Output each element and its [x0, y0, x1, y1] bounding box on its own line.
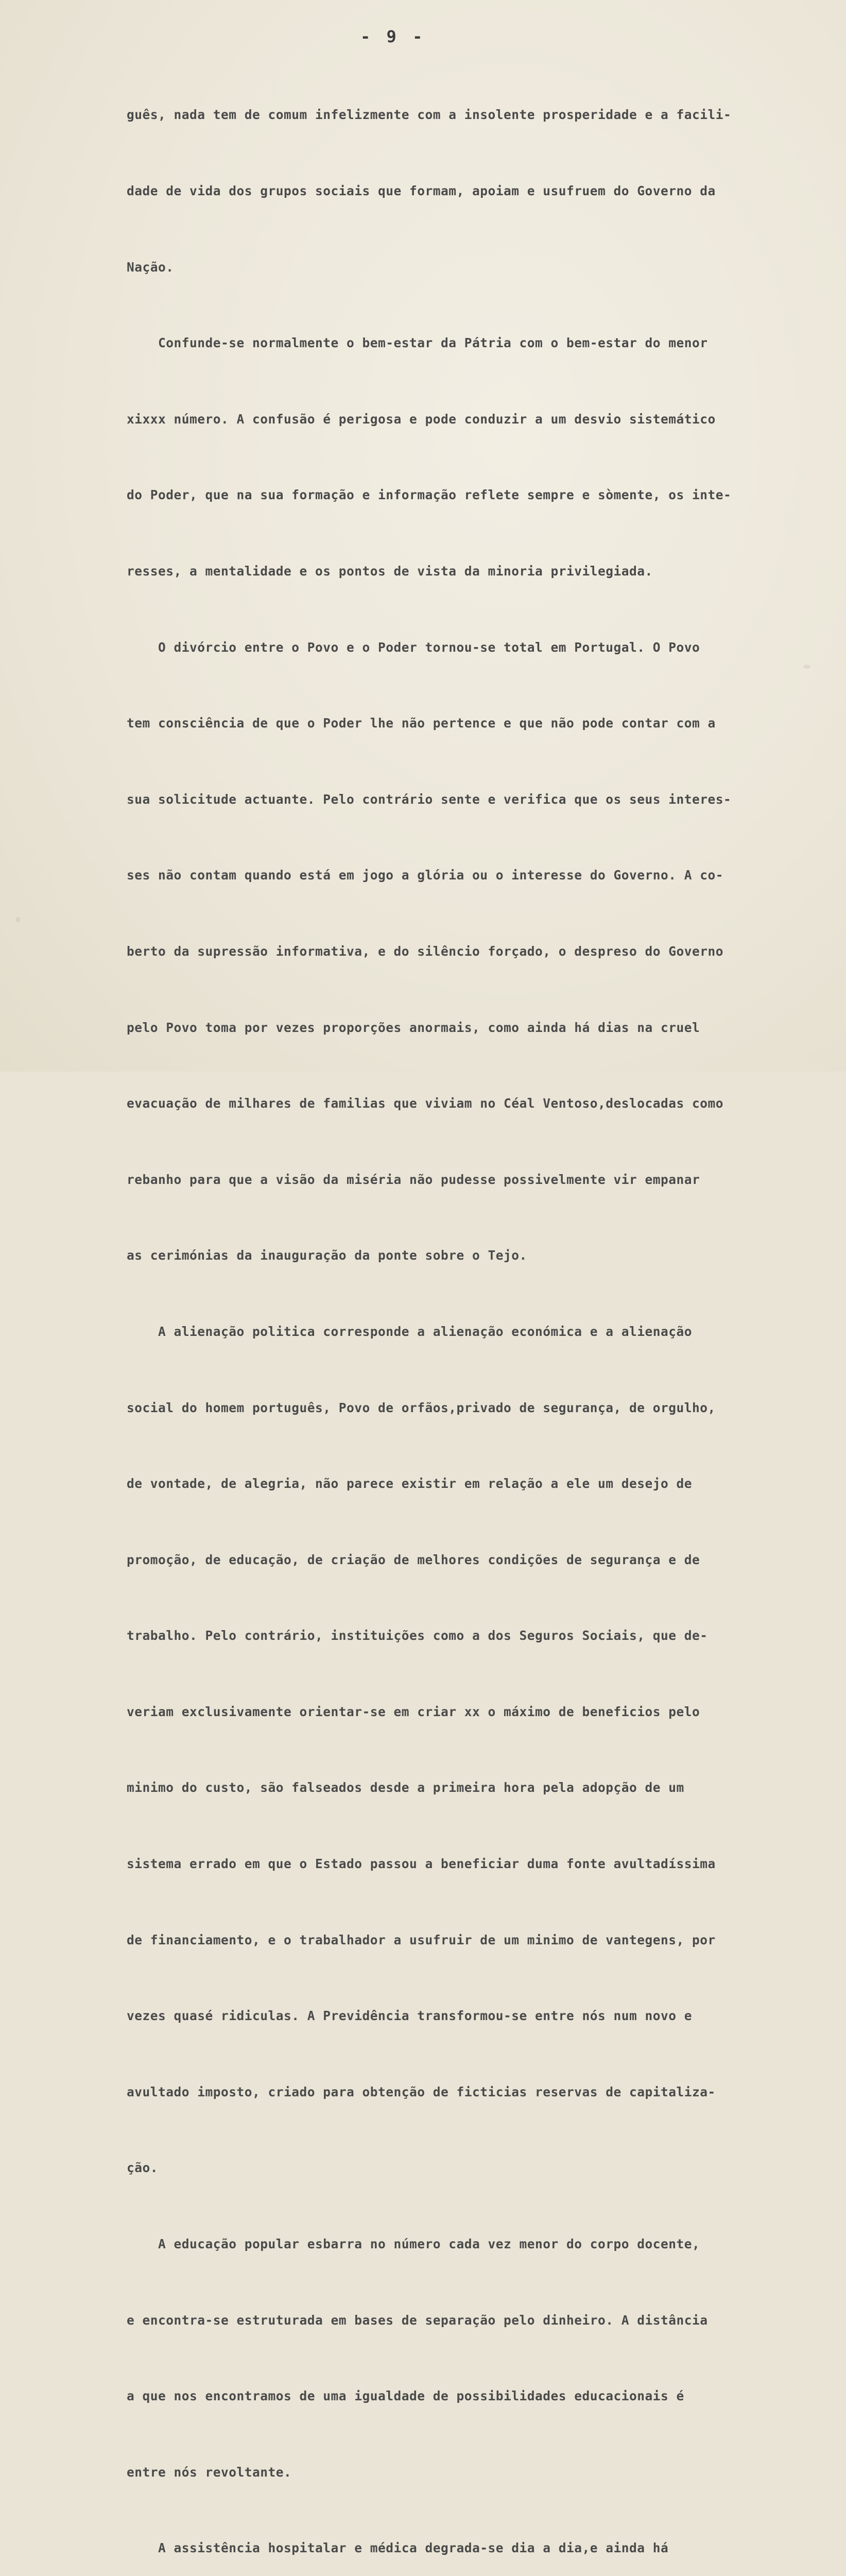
text-line: tem consciência de que o Poder lhe não pertence e que não pode contar com a: [127, 716, 716, 731]
text-line: rebanho para que a visão da miséria não pudesse possivelmente vir empanar: [127, 1172, 700, 1187]
text-line: resses, a mentalidade e os pontos de vista da minoria privilegiada.: [127, 563, 653, 579]
text-line: Confunde-se normalmente o bem-estar da Pátria com o bem-estar do menor: [127, 335, 708, 351]
text-line: ção.: [127, 2160, 159, 2176]
text-line: veriam exclusivamente orientar-se em criar xx o máximo de beneficios pelo: [127, 1704, 700, 1719]
text-line: A assistência hospitalar e médica degrada-se dia a dia,e ainda há: [127, 2540, 669, 2556]
text-line: sua solicitude actuante. Pelo contrário sente e verifica que os seus interes-: [127, 791, 732, 807]
text-line: promoção, de educação, de criação de melhores condições de segurança e de: [127, 1552, 700, 1567]
text-line: guês, nada tem de comum infelizmente com a insolente prosperidade e a facili-: [127, 107, 732, 123]
text-line: A educação popular esbarra no número cada vez menor do corpo docente,: [127, 2236, 700, 2252]
text-line: ses não contam quando está em jogo a glória ou o interesse do Governo. A co-: [127, 868, 724, 883]
text-line: trabalho. Pelo contrário, instituições como a dos Seguros Sociais, que de-: [127, 1628, 708, 1643]
text-line: xixxx número. A confusão é perigosa e pode conduzir a um desvio sistemático: [127, 411, 716, 427]
page-number: - 9 -: [360, 27, 426, 46]
text-line: avultado imposto, criado para obtenção de ficticias reservas de capitaliza-: [127, 2084, 716, 2099]
text-line: entre nós revoltante.: [127, 2464, 292, 2480]
text-line: do Poder, que na sua formação e informação reflete sempre e sòmente, os inte-: [127, 487, 732, 503]
text-line: vezes quasé ridiculas. A Previdência transformou-se entre nós num novo e: [127, 2008, 693, 2024]
text-line: berto da supressão informativa, e do silêncio forçado, o despreso do Governo: [127, 943, 724, 959]
text-line: pelo Povo toma por vezes proporções anormais, como ainda há dias na cruel: [127, 1020, 700, 1035]
text-line: dade de vida dos grupos sociais que formam, apoiam e usufruem do Governo da: [127, 183, 716, 198]
text-line: Nação.: [127, 259, 174, 275]
text-line: minimo do custo, são falseados desde a primeira hora pela adopção de um: [127, 1780, 684, 1795]
text-line: sistema errado em que o Estado passou a beneficiar duma fonte avultadíssima: [127, 1856, 716, 1872]
text-line: a que nos encontramos de uma igualdade de possibilidades educacionais é: [127, 2388, 684, 2404]
text-line: e encontra-se estruturada em bases de separação pelo dinheiro. A distância: [127, 2312, 708, 2328]
typewritten-body: [127, 52, 837, 2576]
text-line: de vontade, de alegria, não parece existir em relação a ele um desejo de: [127, 1476, 693, 1492]
text-line: social do homem português, Povo de orfãos,privado de segurança, de orgulho,: [127, 1400, 716, 1415]
text-line: A alienação politica corresponde a alienação económica e a alienação: [127, 1324, 693, 1339]
text-line: as cerimónias da inauguração da ponte sobre o Tejo.: [127, 1248, 527, 1263]
paper-smudge: [15, 917, 21, 922]
text-line: evacuação de milhares de familias que viviam no Céal Ventoso,deslocadas como: [127, 1096, 724, 1111]
text-line: de financiamento, e o trabalhador a usufruir de um minimo de vantegens, por: [127, 1932, 716, 1947]
text-line: O divórcio entre o Povo e o Poder tornou-se total em Portugal. O Povo: [127, 639, 700, 655]
